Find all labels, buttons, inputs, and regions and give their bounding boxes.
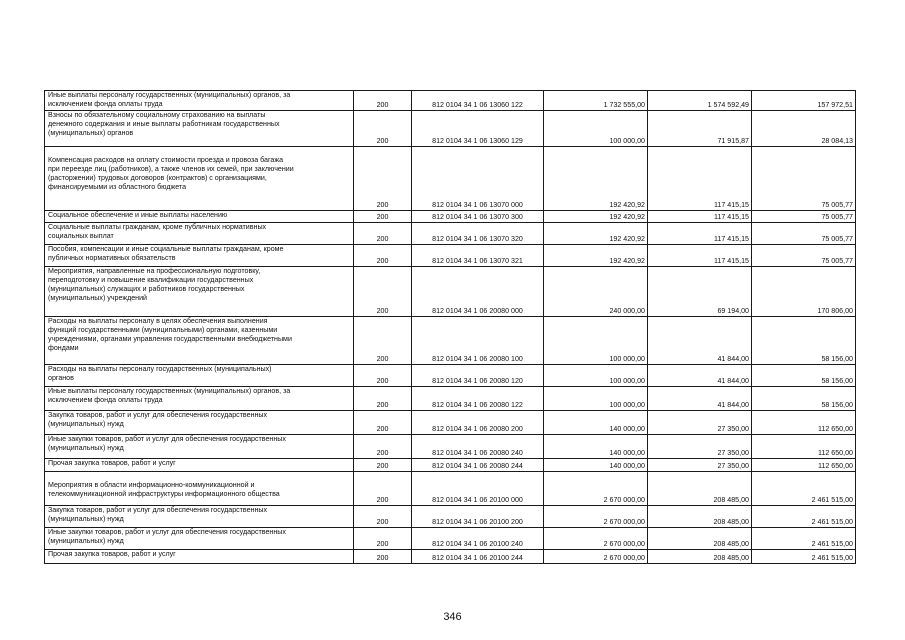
cell-expense-name: Мероприятия в области информационно-коммуникационной и телекоммуникационной инфраструктуры информационного общества: [45, 472, 354, 506]
cell-expense-name: Социальные выплаты гражданам, кроме публичных нормативных социальных выплат: [45, 223, 354, 245]
cell-executed-amount: 41 844,00: [648, 317, 752, 365]
cell-approved-amount: 140 000,00: [544, 459, 648, 472]
table-row: [45, 506, 856, 528]
cell-executed-amount: 1 574 592,49: [648, 91, 752, 111]
cell-line-code: 200: [354, 223, 412, 245]
cell-executed-amount: 71 915,87: [648, 111, 752, 147]
cell-expense-name: Иные выплаты персоналу государственных (муниципальных) органов, за исключением фонда оплаты труда: [45, 387, 354, 411]
cell-approved-amount: 240 000,00: [544, 267, 648, 317]
cell-line-code: 200: [354, 387, 412, 411]
table-row: [45, 472, 856, 506]
cell-approved-amount: 192 420,92: [544, 245, 648, 267]
cell-expense-name: Компенсация расходов на оплату стоимости проезда и провоза багажа при переезде лиц (работников), а также членов их семей, при заключении (расторжении) трудовых договоров (контрактов) с организациями, финансируемыми из областного бюджета: [45, 147, 354, 211]
table-body: [45, 91, 856, 564]
cell-budget-classification-code: 812 0104 34 1 06 20080 122: [412, 387, 544, 411]
cell-unexecuted-amount: 28 084,13: [752, 111, 856, 147]
cell-line-code: 200: [354, 550, 412, 564]
cell-expense-name: Расходы на выплаты персоналу государственных (муниципальных) органов: [45, 365, 354, 387]
cell-expense-name: Иные закупки товаров, работ и услуг для обеспечения государственных (муниципальных) нужд: [45, 528, 354, 550]
cell-unexecuted-amount: 75 005,77: [752, 147, 856, 211]
cell-budget-classification-code: 812 0104 34 1 06 20100 000: [412, 472, 544, 506]
cell-unexecuted-amount: 112 650,00: [752, 459, 856, 472]
cell-budget-classification-code: 812 0104 34 1 06 20100 244: [412, 550, 544, 564]
cell-expense-name: Иные закупки товаров, работ и услуг для обеспечения государственных (муниципальных) нужд: [45, 435, 354, 459]
cell-budget-classification-code: 812 0104 34 1 06 20080 240: [412, 435, 544, 459]
cell-expense-name: Закупка товаров, работ и услуг для обеспечения государственных (муниципальных) нужд: [45, 506, 354, 528]
table-row: [45, 211, 856, 223]
cell-line-code: 200: [354, 472, 412, 506]
cell-approved-amount: 100 000,00: [544, 365, 648, 387]
cell-budget-classification-code: 812 0104 34 1 06 13060 122: [412, 91, 544, 111]
cell-line-code: 200: [354, 365, 412, 387]
cell-line-code: 200: [354, 111, 412, 147]
cell-expense-name: Взносы по обязательному социальному страхованию на выплаты денежного содержания и иные выплаты работникам государственных (муниципальных) органов: [45, 111, 354, 147]
cell-unexecuted-amount: 58 156,00: [752, 365, 856, 387]
cell-approved-amount: 2 670 000,00: [544, 550, 648, 564]
cell-executed-amount: 41 844,00: [648, 365, 752, 387]
cell-approved-amount: 2 670 000,00: [544, 506, 648, 528]
cell-executed-amount: 208 485,00: [648, 472, 752, 506]
cell-approved-amount: 192 420,92: [544, 211, 648, 223]
cell-approved-amount: 100 000,00: [544, 111, 648, 147]
table-row: [45, 435, 856, 459]
table-row: [45, 365, 856, 387]
table-row: [45, 91, 856, 111]
cell-budget-classification-code: 812 0104 34 1 06 13070 321: [412, 245, 544, 267]
page-number: 346: [443, 611, 462, 623]
cell-budget-classification-code: 812 0104 34 1 06 20080 244: [412, 459, 544, 472]
cell-budget-classification-code: 812 0104 34 1 06 20100 240: [412, 528, 544, 550]
cell-executed-amount: 117 415,15: [648, 245, 752, 267]
cell-expense-name: Прочая закупка товаров, работ и услуг: [45, 550, 354, 564]
cell-unexecuted-amount: 58 156,00: [752, 317, 856, 365]
cell-line-code: 200: [354, 317, 412, 365]
table-row: [45, 459, 856, 472]
cell-unexecuted-amount: 157 972,51: [752, 91, 856, 111]
table-row: [45, 267, 856, 317]
cell-executed-amount: 27 350,00: [648, 435, 752, 459]
cell-line-code: 200: [354, 267, 412, 317]
cell-unexecuted-amount: 112 650,00: [752, 435, 856, 459]
cell-budget-classification-code: 812 0104 34 1 06 20080 120: [412, 365, 544, 387]
cell-unexecuted-amount: 2 461 515,00: [752, 528, 856, 550]
cell-approved-amount: 2 670 000,00: [544, 528, 648, 550]
cell-budget-classification-code: 812 0104 34 1 06 13070 320: [412, 223, 544, 245]
cell-line-code: 200: [354, 459, 412, 472]
cell-executed-amount: 41 844,00: [648, 387, 752, 411]
cell-unexecuted-amount: 2 461 515,00: [752, 506, 856, 528]
table-row: [45, 147, 856, 211]
cell-approved-amount: 2 670 000,00: [544, 472, 648, 506]
cell-approved-amount: 192 420,92: [544, 223, 648, 245]
cell-line-code: 200: [354, 528, 412, 550]
table-row: [45, 317, 856, 365]
cell-unexecuted-amount: 75 005,77: [752, 223, 856, 245]
cell-executed-amount: 117 415,15: [648, 211, 752, 223]
budget-execution-table: [44, 90, 856, 564]
cell-executed-amount: 117 415,15: [648, 223, 752, 245]
cell-expense-name: Прочая закупка товаров, работ и услуг: [45, 459, 354, 472]
table-row: [45, 387, 856, 411]
cell-budget-classification-code: 812 0104 34 1 06 20100 200: [412, 506, 544, 528]
cell-unexecuted-amount: 2 461 515,00: [752, 472, 856, 506]
cell-approved-amount: 140 000,00: [544, 411, 648, 435]
table-row: [45, 528, 856, 550]
cell-unexecuted-amount: 75 005,77: [752, 211, 856, 223]
cell-executed-amount: 69 194,00: [648, 267, 752, 317]
cell-expense-name: Социальное обеспечение и иные выплаты населению: [45, 211, 354, 223]
table-row: [45, 245, 856, 267]
cell-executed-amount: 27 350,00: [648, 459, 752, 472]
cell-executed-amount: 208 485,00: [648, 506, 752, 528]
cell-budget-classification-code: 812 0104 34 1 06 20080 200: [412, 411, 544, 435]
cell-expense-name: Пособия, компенсации и иные социальные выплаты гражданам, кроме публичных нормативных обязательств: [45, 245, 354, 267]
cell-unexecuted-amount: 170 806,00: [752, 267, 856, 317]
cell-budget-classification-code: 812 0104 34 1 06 13060 129: [412, 111, 544, 147]
cell-approved-amount: 192 420,92: [544, 147, 648, 211]
cell-executed-amount: 208 485,00: [648, 528, 752, 550]
cell-expense-name: Иные выплаты персоналу государственных (муниципальных) органов, за исключением фонда оплаты труда: [45, 91, 354, 111]
cell-budget-classification-code: 812 0104 34 1 06 13070 300: [412, 211, 544, 223]
table-row: [45, 411, 856, 435]
cell-line-code: 200: [354, 91, 412, 111]
cell-budget-classification-code: 812 0104 34 1 06 20080 100: [412, 317, 544, 365]
table-row: [45, 223, 856, 245]
cell-approved-amount: 140 000,00: [544, 435, 648, 459]
cell-budget-classification-code: 812 0104 34 1 06 13070 000: [412, 147, 544, 211]
cell-expense-name: Мероприятия, направленные на профессиональную подготовку, переподготовку и повышение квалификации государственных (муниципальных) служащих и работников государственных (муниципальных) учреждений: [45, 267, 354, 317]
cell-expense-name: Расходы на выплаты персоналу в целях обеспечения выполнения функций государственными (муниципальными) органами, казенными учреждениями, органами управления государственными внебюджетными фондами: [45, 317, 354, 365]
cell-line-code: 200: [354, 411, 412, 435]
cell-approved-amount: 100 000,00: [544, 387, 648, 411]
cell-budget-classification-code: 812 0104 34 1 06 20080 000: [412, 267, 544, 317]
cell-unexecuted-amount: 112 650,00: [752, 411, 856, 435]
cell-executed-amount: 27 350,00: [648, 411, 752, 435]
table-row: [45, 111, 856, 147]
cell-approved-amount: 1 732 555,00: [544, 91, 648, 111]
cell-expense-name: Закупка товаров, работ и услуг для обеспечения государственных (муниципальных) нужд: [45, 411, 354, 435]
cell-line-code: 200: [354, 245, 412, 267]
cell-unexecuted-amount: 58 156,00: [752, 387, 856, 411]
cell-line-code: 200: [354, 211, 412, 223]
cell-executed-amount: 117 415,15: [648, 147, 752, 211]
cell-line-code: 200: [354, 506, 412, 528]
cell-unexecuted-amount: 75 005,77: [752, 245, 856, 267]
cell-approved-amount: 100 000,00: [544, 317, 648, 365]
cell-line-code: 200: [354, 147, 412, 211]
cell-line-code: 200: [354, 435, 412, 459]
cell-executed-amount: 208 485,00: [648, 550, 752, 564]
cell-unexecuted-amount: 2 461 515,00: [752, 550, 856, 564]
table-row: [45, 550, 856, 564]
